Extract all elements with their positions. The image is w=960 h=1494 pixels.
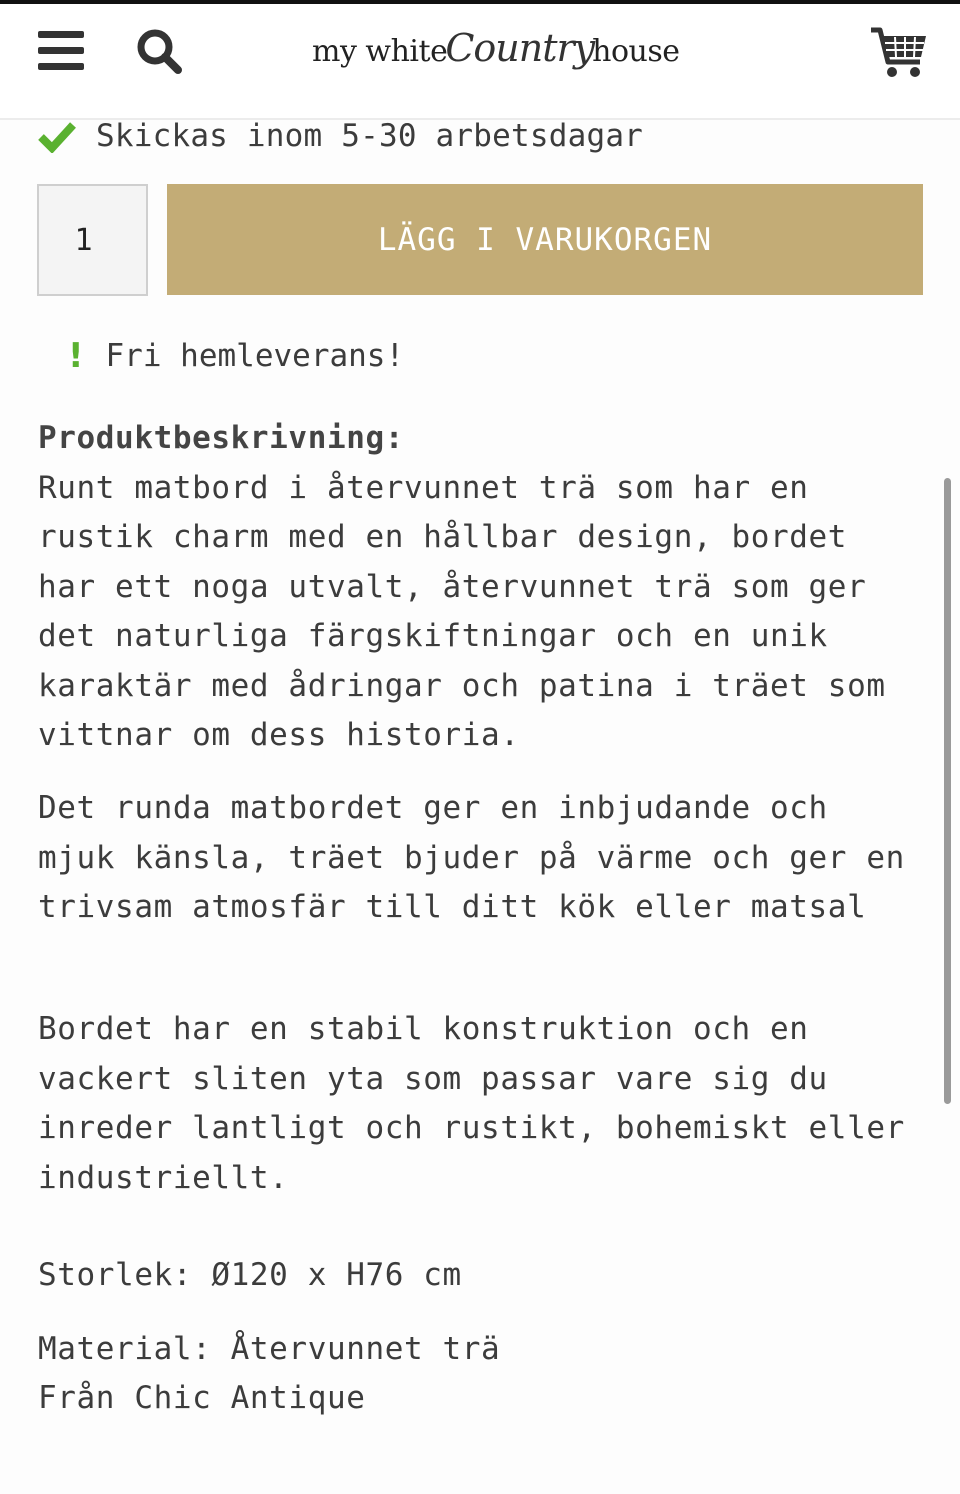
material-spec: Material: Återvunnet trä [38,1331,501,1367]
description-heading: Produktbeskrivning: [38,420,405,456]
site-header [0,4,960,120]
menu-icon[interactable] [38,30,86,72]
size-spec: Storlek: Ø120 x H76 cm [38,1257,462,1293]
logo-text-house: house [592,34,680,69]
free-delivery-notice [68,332,404,380]
exclamation-icon: ! [68,336,84,376]
shipping-text: Skickas inom 5-30 arbetsdagar [96,118,644,154]
add-to-cart-button[interactable]: LÄGG I VARUKORGEN [167,184,923,295]
brand-spec: Från Chic Antique [38,1380,366,1416]
scrollbar[interactable] [944,478,951,1104]
product-description [38,414,918,761]
check-icon [38,119,76,153]
description-paragraph-3: Bordet har en stabil konstruktion och en vackert sliten yta som passar vare sig du inreder lantligt och rustikt, bohemiskt eller industriellt. [38,1011,905,1196]
search-icon[interactable] [136,28,184,76]
cart-icon[interactable] [868,24,930,82]
description-paragraph-2: Det runda matbordet ger en inbjudande och mjuk känsla, träet bjuder på värme och ger en trivsam atmosfär till ditt kök eller matsal [38,790,905,925]
site-logo[interactable] [312,26,680,86]
logo-text-my-white: my white [312,34,448,69]
shipping-info [38,112,643,160]
free-delivery-text: Fri hemleverans! [105,338,405,374]
quantity-input[interactable] [37,184,148,296]
description-paragraph-1: Runt matbord i återvunnet trä som har en rustik charm med en hållbar design, bordet har ett noga utvalt, återvunnet trä som ger det naturliga färgskiftningar och en unik karaktär med ådringar och patina i träet som vittnar om dess historia. [38,469,886,753]
logo-text-country: Country [445,26,595,70]
